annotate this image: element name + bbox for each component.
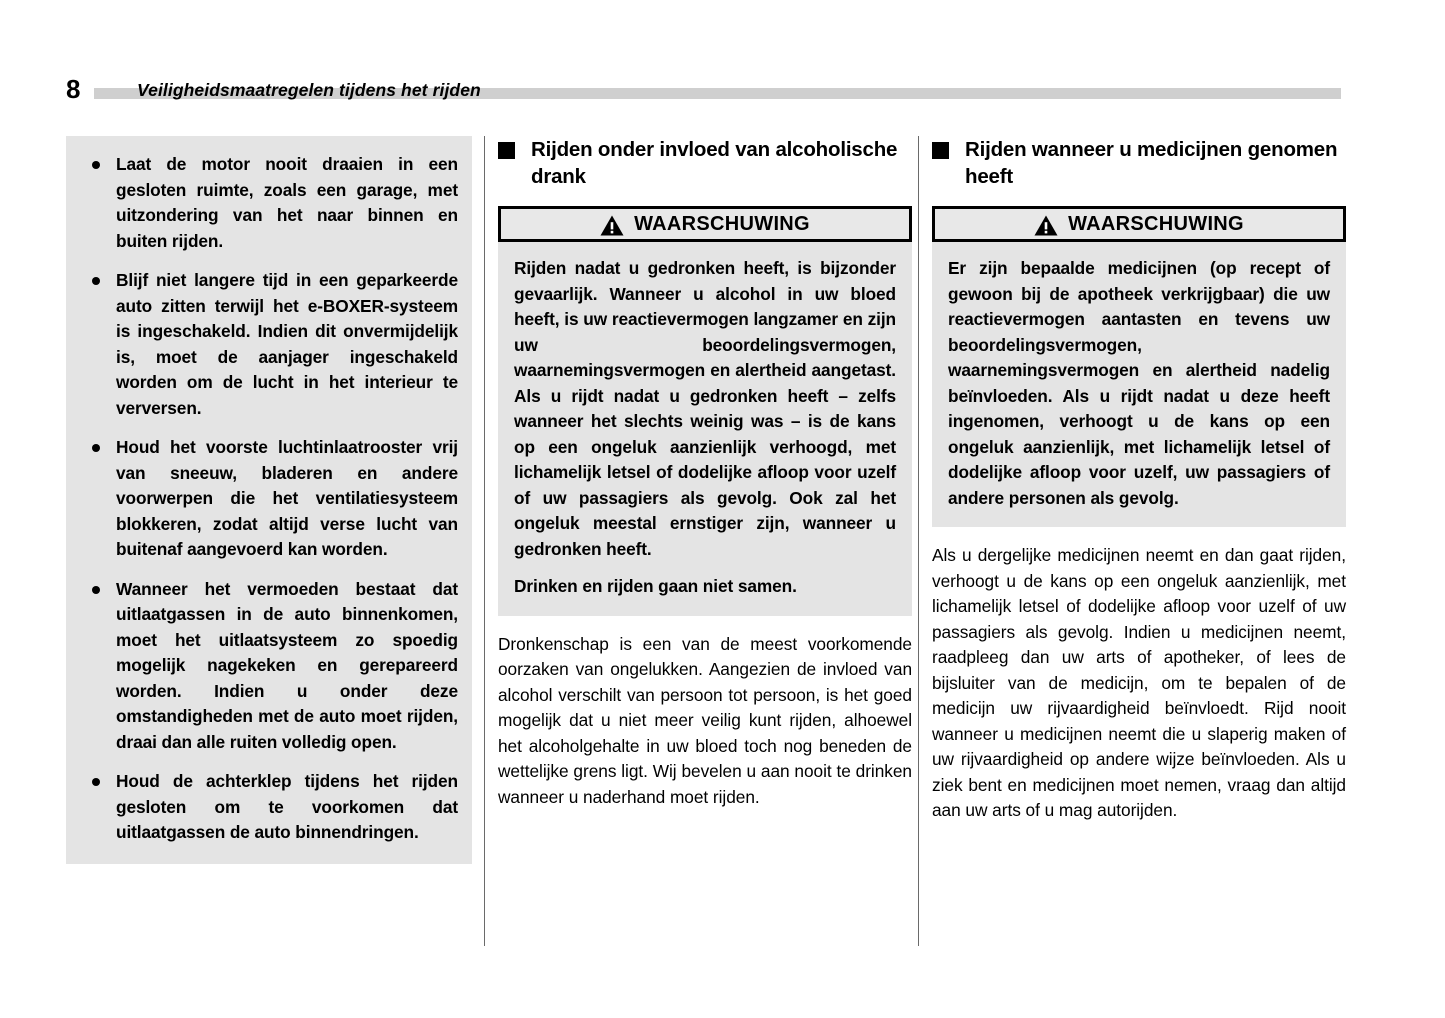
warning-paragraph: Rijden nadat u gedronken heeft, is bijzonder gevaarlijk. Wanneer u alcohol in uw bloed heeft, is uw reactievermogen langzamer en zijn uw beoordelingsvermogen, waarnemingsvermogen en alertheid aangetast. Als u rijdt nadat u gedronken heeft – zelfs wanneer het slechts weinig was – is de kans op een ongeluk aanzienlijk verhoogd, met lichamelijk letsel of dodelijke afloop voor uzelf of uw passagiers als gevolg. Ook zal het ongeluk meestal ernstiger zijn, wanneer u gedronken heeft. bbox=[514, 258, 896, 559]
warning-title-bar bbox=[932, 206, 1346, 242]
warning-paragraph: Drinken en rijden gaan niet samen. bbox=[514, 576, 797, 596]
list-item-text: Houd de achterklep tijdens het rijden gesloten om te voorkomen dat uitlaatgassen de auto binnendringen. bbox=[116, 771, 458, 842]
bullet-dot-icon bbox=[92, 161, 100, 169]
warning-box-medication bbox=[932, 206, 1346, 527]
warning-body-medication bbox=[932, 242, 1346, 527]
left-column bbox=[66, 136, 472, 864]
body-paragraph: Dronkenschap is een van de meest voorkomende oorzaken van ongelukken. Aangezien de invloed van alcohol verschilt van persoon tot persoon, is het goed mogelijk dat u niet meer veilig kunt rijden, alhoewel het alcoholgehalte in uw bloed toch nog beneden de wettelijke grens ligt. Wij bevelen u aan nooit te drinken wanneer u naderhand moet rijden. bbox=[498, 633, 912, 807]
list-item bbox=[80, 435, 458, 563]
body-paragraph: Als u dergelijke medicijnen neemt en dan gaat rijden, verhoogt u de kans op een ongeluk aanzienlijk, met lichamelijk letsel of dodelijke afloop voor uzelf of uw passagiers als gevolg. Indien u medicijnen neemt, raadpleeg dan uw arts of apotheker, of lees de bijsluiter van de medicijn, om te bepalen of de medicijn uw rijvaardigheid beïnvloedt. Rijd nooit wanneer u medicijnen neemt die u slaperig maken of uw rijvaardigheid op andere wijze beïnvloeden. Als u ziek bent en medicijnen moet nemen, vraag dan altijd aan uw arts of u mag autorijden. bbox=[932, 545, 1346, 820]
warning-paragraph: Er zijn bepaalde medicijnen (op recept of gewoon bij de apotheek verkrijgbaar) die uw reactievermogen aantasten en tevens uw beoordelingsvermogen, waarnemingsvermogen en alertheid nadelig beïnvloeden. Als u rijdt nadat u deze heeft ingenomen, verhoogt u de kans op een ongeluk aanzienlijk, met lichamelijk letsel of dodelijke afloop voor uzelf, uw passagiers of andere personen als gevolg. bbox=[948, 258, 1330, 508]
bullet-dot-icon bbox=[92, 586, 100, 594]
column-divider-left bbox=[484, 136, 485, 946]
section-heading-alcohol bbox=[498, 136, 912, 190]
bullet-dot-icon bbox=[92, 778, 100, 786]
list-item bbox=[80, 152, 458, 254]
list-item bbox=[80, 268, 458, 421]
warning-title-label: WAARSCHUWING bbox=[634, 212, 810, 235]
middle-column bbox=[498, 136, 912, 810]
safety-bullet-list bbox=[80, 152, 458, 846]
warning-body-alcohol bbox=[498, 242, 912, 616]
warning-title-bar bbox=[498, 206, 912, 242]
list-item bbox=[80, 769, 458, 846]
bullet-dot-icon bbox=[92, 444, 100, 452]
list-item-text: Wanneer het vermoeden bestaat dat uitlaatgassen in de auto binnenkomen, moet het uitlaatsysteem zo spoedig mogelijk nagekeken en gerepareerd worden. Indien u onder deze omstandigheden met de auto moet rijden, draai dan alle ruiten volledig open. bbox=[116, 578, 458, 752]
list-item bbox=[80, 577, 458, 756]
body-text-alcohol bbox=[498, 632, 912, 811]
section-heading-text: Rijden onder invloed van alcoholische drank bbox=[531, 138, 898, 188]
section-heading-text: Rijden wanneer u medicijnen genomen heeft bbox=[965, 138, 1338, 188]
list-item-text: Blijf niet langere tijd in een geparkeerde auto zitten terwijl het e-BOXER-systeem is ingeschakeld. Indien dit onvermijdelijk is, moet de aanjager ingeschakeld worden om de lucht in het interieur te verversen. bbox=[116, 270, 458, 418]
warning-triangle-icon bbox=[1034, 215, 1058, 236]
warning-box-alcohol bbox=[498, 206, 912, 616]
square-bullet-icon bbox=[498, 142, 515, 159]
page-number: 8 bbox=[66, 74, 80, 104]
warning-bullet-panel bbox=[66, 136, 472, 864]
list-item-text: Houd het voorste luchtinlaatrooster vrij van sneeuw, bladeren en andere voorwerpen die het ventilatiesysteem blokkeren, zodat altijd verse lucht van buitenaf aangevoerd kan worden. bbox=[116, 437, 458, 559]
list-item-text: Laat de motor nooit draaien in een gesloten ruimte, zoals een garage, met uitzondering van het naar binnen en buiten rijden. bbox=[116, 154, 458, 251]
section-heading-medication bbox=[932, 136, 1346, 190]
square-bullet-icon bbox=[932, 142, 949, 159]
bullet-dot-icon bbox=[92, 277, 100, 285]
column-divider-right bbox=[918, 136, 919, 946]
page-title: Veiligheidsmaatregelen tijdens het rijden bbox=[137, 80, 481, 100]
page-header bbox=[0, 0, 1445, 120]
warning-triangle-icon bbox=[600, 215, 624, 236]
body-text-medication bbox=[932, 543, 1346, 824]
right-column bbox=[932, 136, 1346, 824]
warning-title-label: WAARSCHUWING bbox=[1068, 212, 1244, 235]
